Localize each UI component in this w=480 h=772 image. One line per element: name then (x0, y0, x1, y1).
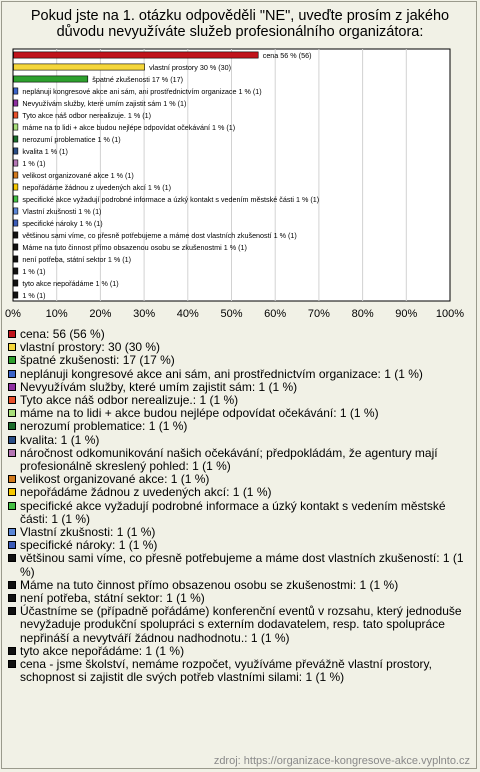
bar (14, 256, 18, 262)
x-tick-label: 60% (264, 308, 287, 320)
bar (14, 208, 18, 214)
bar (14, 280, 18, 286)
x-tick-label: 10% (45, 308, 68, 320)
legend-swatch (8, 647, 16, 655)
legend-label: máme na to lidi + akce budou nejlépe odpovídat očekávání: 1 (1 %) (20, 406, 379, 421)
legend-swatch (8, 528, 16, 536)
bar (14, 136, 18, 142)
bar-label: 1 % (1) (22, 291, 46, 300)
x-tick-label: 90% (395, 308, 418, 320)
bar-label: špatné zkušenosti 17 % (17) (92, 75, 183, 84)
legend-label: kvalita: 1 (1 %) (20, 432, 100, 447)
bar-label: není potřeba, státní sektor 1 % (1) (22, 255, 132, 264)
bar (14, 76, 88, 82)
legend-item (8, 658, 474, 684)
x-tick-label: 20% (89, 308, 112, 320)
bar-label: specifické akce vyžadují podrobné informace a úzký kontakt s vedením městské části 1 % (1) (22, 195, 320, 204)
legend-item (8, 354, 474, 367)
bar-label: nerozumí problematice 1 % (1) (22, 135, 121, 144)
x-tick-label: 70% (307, 308, 330, 320)
legend-label: specifické nároky: 1 (1 %) (20, 538, 158, 553)
legend-item (8, 447, 474, 473)
legend-label: špatné zkušenosti: 17 (17 %) (20, 353, 175, 368)
legend-label: velikost organizované akce: 1 (1 %) (20, 472, 210, 487)
legend-swatch (8, 383, 16, 391)
x-tick-label: 100% (435, 308, 465, 320)
legend-label: specifické akce vyžadují podrobné informace a úzký kontakt s vedením městské části: 1 (1 %) (20, 498, 446, 526)
bar (14, 232, 18, 238)
legend-item (8, 500, 474, 526)
bar (14, 112, 18, 118)
legend-swatch (8, 356, 16, 364)
legend-swatch (8, 488, 16, 496)
legend-swatch (8, 581, 16, 589)
legend-swatch (8, 607, 16, 615)
legend-label: nerozumí problematice: 1 (1 %) (20, 419, 188, 434)
legend-swatch (8, 541, 16, 549)
legend-swatch (8, 422, 16, 430)
legend-label: Účastníme se (případně pořádáme) konferenční eventů v rozsahu, který jednoduše nevyžaduje produkční spolupráci s externím dodavatelem, resp. tato spolupráce nepřináší a nevytváří žádnou nadhodnotu.: 1 (1 %) (20, 604, 462, 645)
legend-label: vlastní prostory: 30 (30 %) (20, 340, 161, 355)
legend-label: Nevyužívám služby, které umím zajistit sám: 1 (1 %) (20, 379, 298, 394)
legend-swatch (8, 594, 16, 602)
bar-label: Vlastní zkušnosti 1 % (1) (22, 207, 102, 216)
legend-item (8, 434, 474, 447)
x-tick-label: 0% (5, 308, 21, 320)
bar-label: kvalita 1 % (1) (22, 147, 68, 156)
bar (14, 184, 18, 190)
legend-label: náročnost odkomunikování našich očekávání; předpokládám, že agentury mají profesionálně skreslený pohled: 1 (1 %) (20, 445, 438, 474)
bar (14, 268, 18, 274)
bar-label: nepořádáme žádnou z uvedených akcí 1 % (1) (22, 183, 172, 192)
legend-label: cena: 56 (56 %) (20, 327, 105, 341)
legend-label: neplánuji kongresové akce ani sám, ani prostřednictvím organizace: 1 (1 %) (20, 366, 423, 381)
bar-label: specifické nároky 1 % (1) (22, 219, 103, 228)
x-tick-label: 30% (133, 308, 156, 320)
legend-label: Tyto akce náš odbor nerealizuje.: 1 (1 %) (20, 393, 239, 408)
legend-swatch (8, 502, 16, 510)
bar (14, 100, 18, 106)
bar-label: Máme na tuto činnost přímo obsazenou osobu se zkušenostmi 1 % (1) (22, 243, 247, 252)
legend-swatch (8, 330, 16, 338)
legend-item (8, 552, 474, 578)
legend-swatch (8, 660, 16, 668)
legend-item (8, 368, 474, 381)
bar (14, 292, 18, 298)
legend-label: tyto akce nepořádáme: 1 (1 %) (20, 643, 185, 658)
chart-title: Pokud jste na 1. otázku odpověděli "NE", uveďte prosím z jakého důvodu nevyužíváte služeb profesionálního organizátora: (30, 8, 450, 40)
x-tick-label: 80% (351, 308, 374, 320)
legend-swatch (8, 554, 16, 562)
legend-swatch (8, 409, 16, 417)
bar-label: velikost organizované akce 1 % (1) (22, 171, 134, 180)
bar (14, 244, 18, 250)
bar-chart (0, 0, 480, 330)
bar (14, 64, 145, 70)
legend-label: Vlastní zkušnosti: 1 (1 %) (20, 525, 156, 540)
legend-swatch (8, 396, 16, 404)
source-note: zdroj: https://organizace-kongresove-akce.vyplnto.cz (213, 755, 470, 767)
legend-swatch (8, 475, 16, 483)
legend-item (8, 486, 474, 499)
chart-legend (8, 328, 474, 684)
legend-swatch (8, 343, 16, 351)
x-tick-label: 50% (220, 308, 243, 320)
bar (14, 160, 18, 166)
legend-item (8, 605, 474, 645)
legend-label: většinou sami víme, co přesně potřebujeme a máme dost vlastních zkušeností: 1 (1 %) (20, 551, 464, 579)
bar (14, 88, 18, 94)
bar-label: většinou sami víme, co přesně potřebujeme a máme dost vlastních zkušeností 1 % (1) (22, 231, 297, 240)
bar (14, 124, 18, 130)
legend-item (8, 420, 474, 433)
bar-label: neplánuji kongresové akce ani sám, ani prostřednictvím organizace 1 % (1) (22, 87, 262, 96)
bar-label: Tyto akce náš odbor nerealizuje. 1 % (1) (22, 111, 152, 120)
bar-label: máme na to lidi + akce budou nejlépe odpovídat očekávání 1 % (1) (22, 123, 236, 132)
bar-label: vlastní prostory 30 % (30) (149, 63, 232, 72)
legend-label: není potřeba, státní sektor: 1 (1 %) (20, 591, 205, 606)
bar-label: 1 % (1) (22, 267, 46, 276)
bar-label: Nevyužívám služby, které umím zajistit sám 1 % (1) (22, 99, 187, 108)
bar-label: 1 % (1) (22, 159, 46, 168)
legend-swatch (8, 370, 16, 378)
legend-swatch (8, 436, 16, 444)
bar-label: cena 56 % (56) (262, 51, 312, 60)
bar-label: tyto akce nepořádáme 1 % (1) (22, 279, 119, 288)
bar (14, 148, 18, 154)
x-tick-label: 40% (176, 308, 199, 320)
bar (14, 196, 18, 202)
bar (14, 172, 18, 178)
legend-label: nepořádáme žádnou z uvedených akcí: 1 (1 %) (20, 485, 272, 500)
legend-swatch (8, 449, 16, 457)
legend-label: Máme na tuto činnost přímo obsazenou osobu se zkušenostmi: 1 (1 %) (20, 577, 399, 592)
legend-label: cena - jsme školství, nemáme rozpočet, využíváme převážně vlastní prostory, schopnost si zajistit dle svých potřeb vlastními silami: 1 (1 %) (20, 657, 432, 685)
bar (14, 52, 259, 58)
bar (14, 220, 18, 226)
